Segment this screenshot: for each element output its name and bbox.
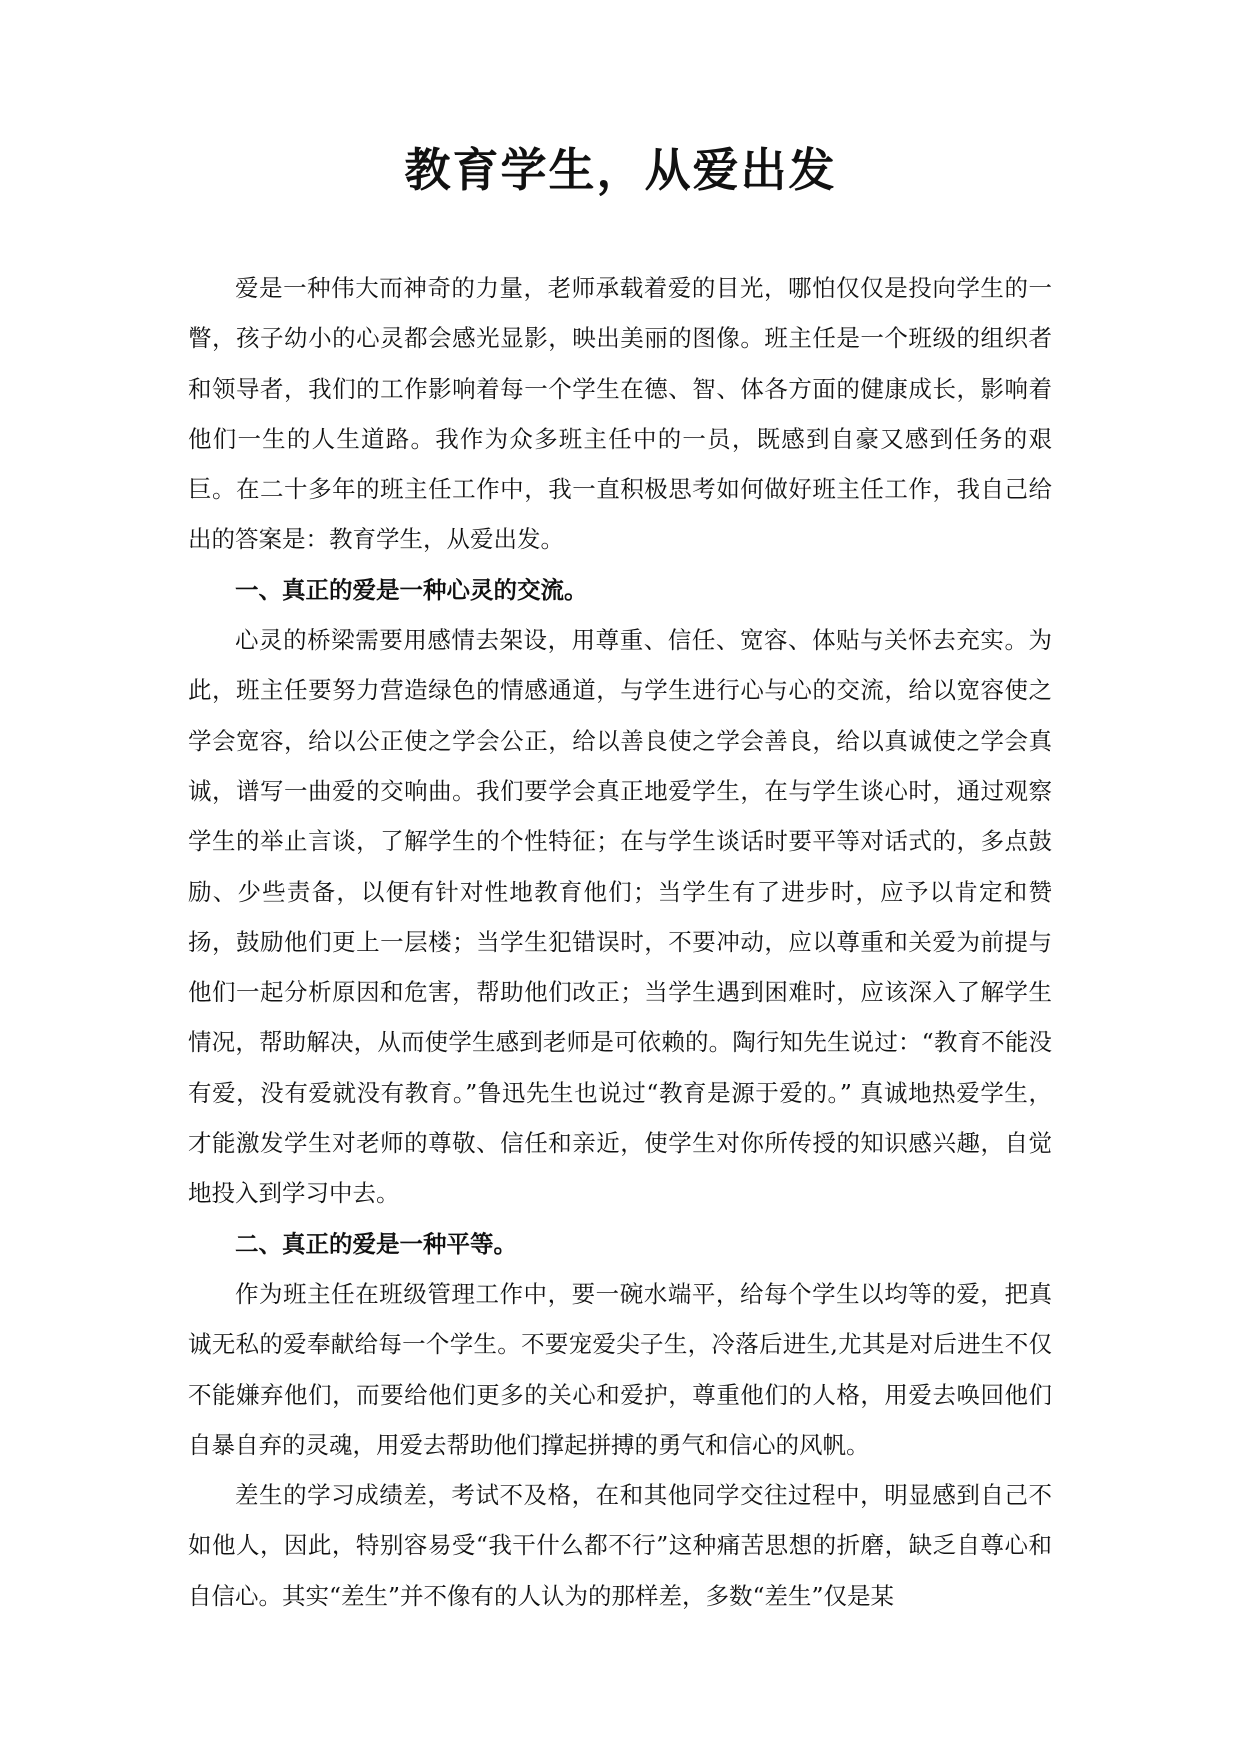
- section-heading-1: 一、真正的爱是一种心灵的交流。: [235, 575, 588, 604]
- section-heading-2: 二、真正的爱是一种平等。: [235, 1229, 517, 1258]
- paragraph-section-1: 心灵的桥梁需要用感情去架设，用尊重、信任、宽容、体贴与关怀去充实。为此，班主任要努力营造绿色的情感通道，与学生进行心与心的交流，给以宽容使之学会宽容，给以公正使之学会公正，给以善良使之学会善良，给以真诚使之学会真诚，谱写一曲爱的交响曲。我们要学会真正地爱学生，在与学生谈心时，通过观察学生的举止言谈，了解学生的个性特征；在与学生谈话时要平等对话式的，多点鼓励、少些责备，以便有针对性地教育他们；当学生有了进步时，应予以肯定和赞扬，鼓励他们更上一层楼；当学生犯错误时，不要冲动，应以尊重和关爱为前提与他们一起分析原因和危害，帮助他们改正；当学生遇到困难时，应该深入了解学生情况，帮助解决，从而使学生感到老师是可依赖的。陶行知先生说过：“教育不能没有爱，没有爱就没有教育。”鲁迅先生也说过“教育是源于爱的。” 真诚地热爱学生，才能激发学生对老师的尊敬、信任和亲近，使学生对你所传授的知识感兴趣，自觉地投入到学习中去。: [188, 626, 1052, 1208]
- paragraph-intro: 爱是一种伟大而神奇的力量，老师承载着爱的目光，哪怕仅仅是投向学生的一瞥，孩子幼小的心灵都会感光显影，映出美丽的图像。班主任是一个班级的组织者和领导者，我们的工作影响着每一个学生在德、智、体各方面的健康成长，影响着他们一生的人生道路。我作为众多班主任中的一员，既感到自豪又感到任务的艰巨。在二十多年的班主任工作中，我一直积极思考如何做好班主任工作，我自己给出的答案是：教育学生，从爱出发。: [188, 274, 1052, 554]
- document-title: 教育学生，从爱出发: [404, 143, 837, 197]
- document-body: [188, 263, 1052, 1621]
- paragraph-section-2b: 差生的学习成绩差，考试不及格，在和其他同学交往过程中，明显感到自己不如他人，因此，特别容易受“我干什么都不行”这种痛苦思想的折磨，缺乏自尊心和自信心。其实“差生”并不像有的人认为的那样差，多数“差生”仅是某: [188, 1481, 1052, 1610]
- paragraph-section-2a: 作为班主任在班级管理工作中，要一碗水端平，给每个学生以均等的爱，把真诚无私的爱奉献给每一个学生。不要宠爱尖子生，冷落后进生,尤其是对后进生不仅不能嫌弃他们，而要给他们更多的关心和爱护，尊重他们的人格，用爱去唤回他们自暴自弃的灵魂，用爱去帮助他们撑起拼搏的勇气和信心的风帆。: [188, 1279, 1052, 1459]
